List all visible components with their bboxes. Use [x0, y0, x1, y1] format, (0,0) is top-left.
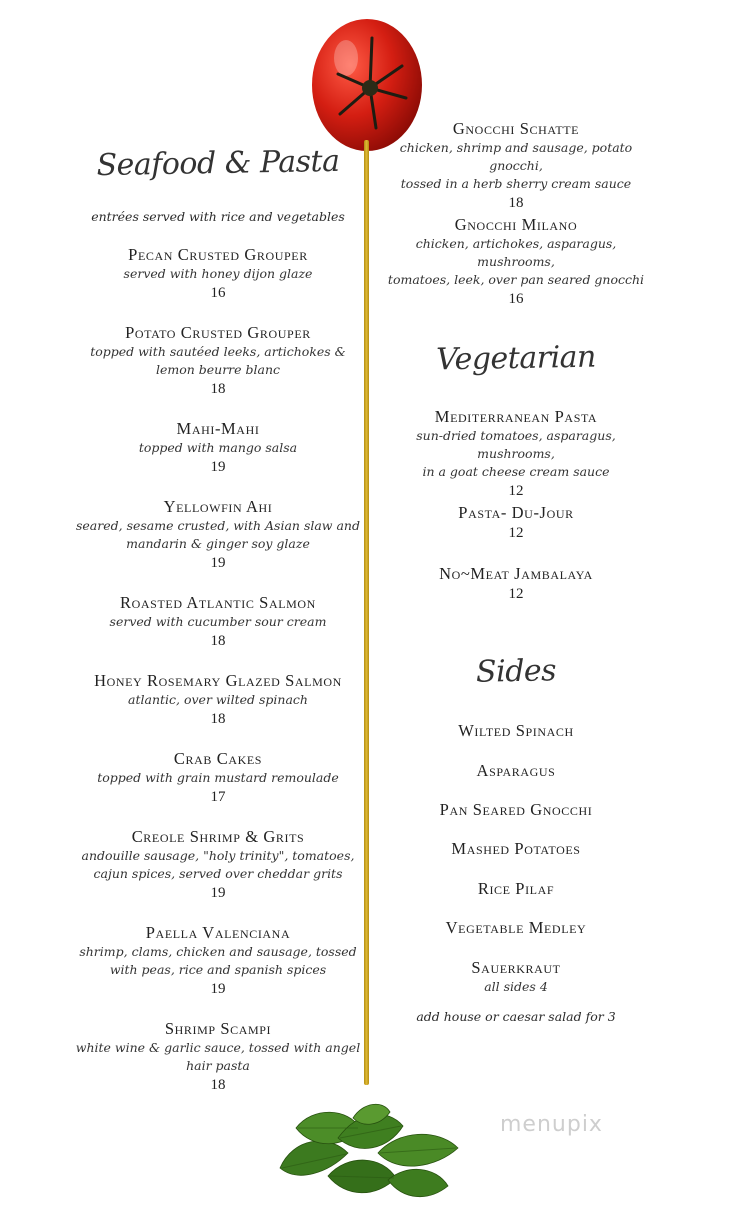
item-description: hair pasta [186, 1058, 250, 1073]
item-description: mandarin & ginger soy glaze [126, 536, 310, 551]
side-item [383, 760, 649, 781]
item-description: served with cucumber sour cream [109, 614, 327, 629]
basil-illustration [268, 1098, 468, 1203]
menu-item [70, 418, 366, 477]
item-description: topped with mango salsa [138, 440, 298, 455]
item-name: Sauerkraut [471, 958, 561, 977]
item-description: lemon beurre blanc [155, 362, 281, 377]
item-name: Rice Pilaf [477, 879, 555, 898]
item-description: andouille sausage, "holy trinity", tomatoes, [81, 848, 355, 863]
menu-item [70, 496, 366, 573]
item-name: Roasted Atlantic Salmon [120, 593, 316, 612]
menu-item [70, 592, 366, 651]
item-description: seared, sesame crusted, with Asian slaw and [75, 518, 360, 533]
item-price: 18 [210, 1077, 226, 1093]
item-description: chicken, shrimp and sausage, potato gnocchi, [399, 140, 633, 173]
item-name: Potato Crusted Grouper [125, 323, 311, 342]
item-price: 16 [210, 285, 226, 301]
item-price: 17 [210, 789, 226, 805]
item-price: 19 [210, 459, 226, 475]
vegetarian-heading: Vegetarian [435, 339, 597, 378]
menu-item [70, 748, 366, 807]
item-name: Wilted Spinach [458, 721, 574, 740]
sides-heading: Sides [475, 653, 557, 690]
entrees-note: entrées served with rice and vegetables [91, 209, 345, 224]
item-price: 12 [508, 483, 524, 499]
menupix-watermark: menupix [500, 1112, 603, 1137]
item-description: served with honey dijon glaze [123, 266, 313, 281]
item-name: Creole Shrimp & Grits [131, 827, 305, 846]
item-price: 19 [210, 885, 226, 901]
item-name: Crab Cakes [173, 749, 263, 768]
item-price: 12 [508, 525, 524, 541]
item-name: Asparagus [476, 761, 556, 780]
item-name: Mashed Potatoes [451, 839, 581, 858]
menu-item [70, 244, 366, 303]
menu-item [383, 563, 649, 604]
item-price: 18 [508, 195, 524, 211]
menu-item [383, 502, 649, 543]
item-description: atlantic, over wilted spinach [128, 692, 308, 707]
salad-note: add house or caesar salad for 3 [416, 1009, 616, 1024]
item-name: Shrimp Scampi [164, 1019, 272, 1038]
sides-price: all sides 4 [484, 979, 548, 994]
item-name: Mediterranean Pasta [434, 407, 598, 426]
menu-item [70, 670, 366, 729]
item-name: Pasta- Du-Jour [458, 503, 574, 522]
item-description: chicken, artichokes, asparagus, mushrooms, [415, 236, 617, 269]
menu-item [383, 406, 649, 501]
seafood-pasta-heading: Seafood & Pasta [96, 143, 340, 184]
item-description: tossed in a herb sherry cream sauce [400, 176, 632, 191]
side-item [383, 957, 649, 996]
item-name: Honey Rosemary Glazed Salmon [94, 671, 342, 690]
side-item [383, 917, 649, 938]
item-name: Yellowfin Ahi [163, 497, 273, 516]
item-description: tomatoes, leek, over pan seared gnocchi [387, 272, 645, 287]
item-description: topped with grain mustard remoulade [97, 770, 339, 785]
item-price: 18 [210, 711, 226, 727]
item-description: with peas, rice and spanish spices [109, 962, 327, 977]
item-description: white wine & garlic sauce, tossed with angel [75, 1040, 361, 1055]
item-price: 19 [210, 981, 226, 997]
item-name: Paella Valenciana [145, 923, 291, 942]
item-name: Gnocchi Schatte [452, 119, 580, 138]
side-item [383, 799, 649, 820]
item-description: topped with sautéed leeks, artichokes & [90, 344, 346, 359]
item-name: Gnocchi Milano [454, 215, 578, 234]
side-item [383, 838, 649, 859]
item-description: shrimp, clams, chicken and sausage, tossed [79, 944, 357, 959]
menu-item [70, 826, 366, 903]
item-price: 16 [508, 291, 524, 307]
item-description: in a goat cheese cream sauce [422, 464, 610, 479]
side-item [383, 720, 649, 741]
menu-item [383, 118, 649, 213]
item-name: Mahi-Mahi [176, 419, 260, 438]
item-price: 18 [210, 633, 226, 649]
item-price: 19 [210, 555, 226, 571]
item-name: Pan Seared Gnocchi [439, 800, 593, 819]
menu-item [70, 922, 366, 999]
item-name: Vegetable Medley [445, 918, 587, 937]
item-price: 12 [508, 586, 524, 602]
item-price: 18 [210, 381, 226, 397]
menu-item [383, 214, 649, 309]
menu-item [70, 322, 366, 399]
item-description: cajun spices, served over cheddar grits [93, 866, 343, 881]
side-item [383, 878, 649, 899]
item-description: sun-dried tomatoes, asparagus, mushrooms, [416, 428, 616, 461]
item-name: Pecan Crusted Grouper [128, 245, 308, 264]
item-name: No~Meat Jambalaya [439, 564, 593, 583]
menu-item [70, 1018, 366, 1095]
